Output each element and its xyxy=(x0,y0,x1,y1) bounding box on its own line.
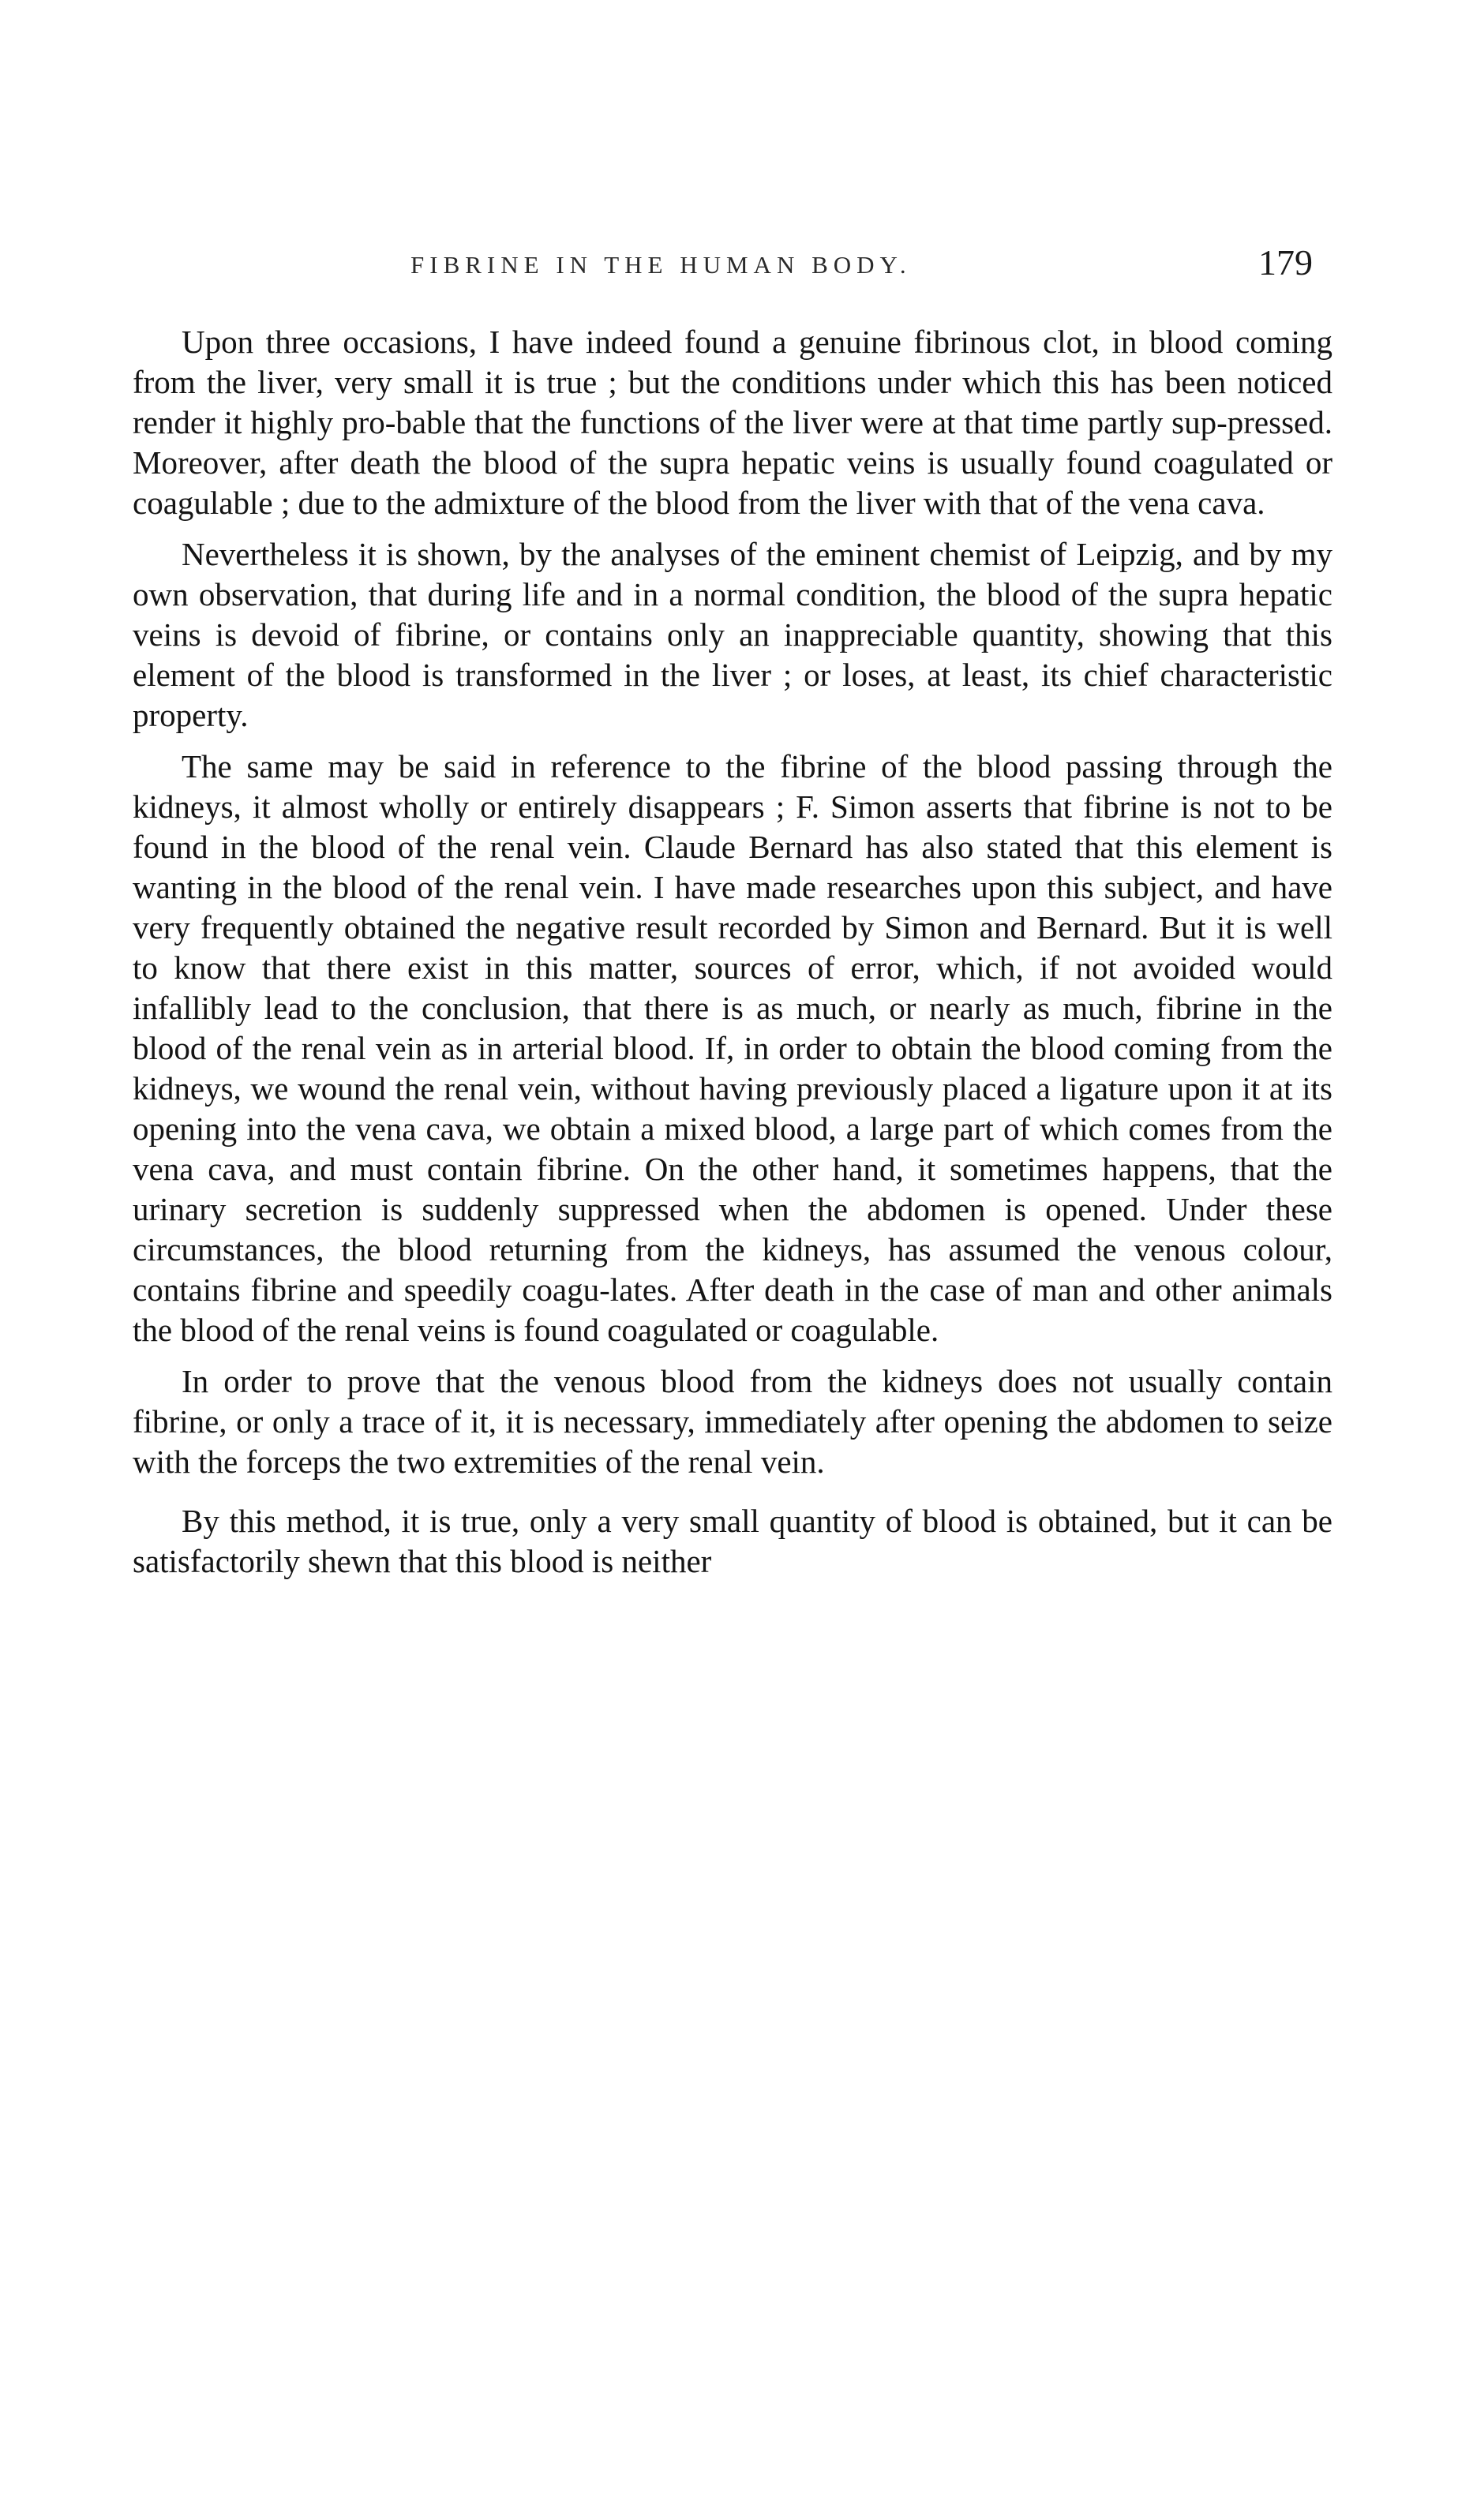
paragraph-liver-clot: Upon three occasions, I have indeed found a genuine fibrinous clot, in blood coming from the liver, very small it is true ; but the conditions under which this has been noticed render it highly pro-bable that the functions of the liver were at that time partly sup-pressed. Moreover, after death the blood of the supra hepatic veins is usually found coagulated or coagulable ; due to the admixture of the blood from the liver with that of the vena cava. xyxy=(133,324,1332,521)
paragraph-proof-method: In order to prove that the venous blood from the kidneys does not usually contain fibrine, or only a trace of it, it is necessary, immediately after opening the abdomen to seize with the forceps the two extremities of the renal vein. xyxy=(133,1363,1332,1480)
paragraph-small-quantity: By this method, it is true, only a very small quantity of blood is obtained, but it can be satisfactorily shewn that this blood is neither xyxy=(133,1503,1332,1579)
running-head: FIBRINE IN THE HUMAN BODY. xyxy=(410,251,912,279)
body-text xyxy=(133,322,1332,1582)
paragraph-hepatic-veins: Nevertheless it is shown, by the analyses of the eminent chemist of Leipzig, and by my own observation, that during life and in a normal condition, the blood of the supra hepatic veins is devoid of fibrine, or contains only an inappreciable quantity, showing that this element of the blood is transformed in the liver ; or loses, at least, its chief characteristic property. xyxy=(133,536,1332,733)
page-number: 179 xyxy=(1258,242,1313,283)
paragraph-renal-vein: The same may be said in reference to the fibrine of the blood passing through the kidneys, it almost wholly or entirely disappears ; F. Simon asserts that fibrine is not to be found in the blood of the renal vein. Claude Bernard has also stated that this element is wanting in the blood of the renal vein. I have made researches upon this subject, and have very frequently obtained the negative result recorded by Simon and Bernard. But it is well to know that there exist in this matter, sources of error, which, if not avoided would infallibly lead to the conclusion, that there is as much, or nearly as much, fibrine in the blood of the renal vein as in arterial blood. If, in order to obtain the blood coming from the kidneys, we wound the renal vein, without having previously placed a ligature upon it at its opening into the vena cava, we obtain a mixed blood, a large part of which comes from the vena cava, and must contain fibrine. On the other hand, it sometimes happens, that the urinary secretion is suddenly suppressed when the abdomen is opened. Under these circumstances, the blood returning from the kidneys, has assumed the venous colour, contains fibrine and speedily coagu-lates. After death in the case of man and other animals the blood of the renal veins is found coagulated or coagulable. xyxy=(133,748,1332,1348)
